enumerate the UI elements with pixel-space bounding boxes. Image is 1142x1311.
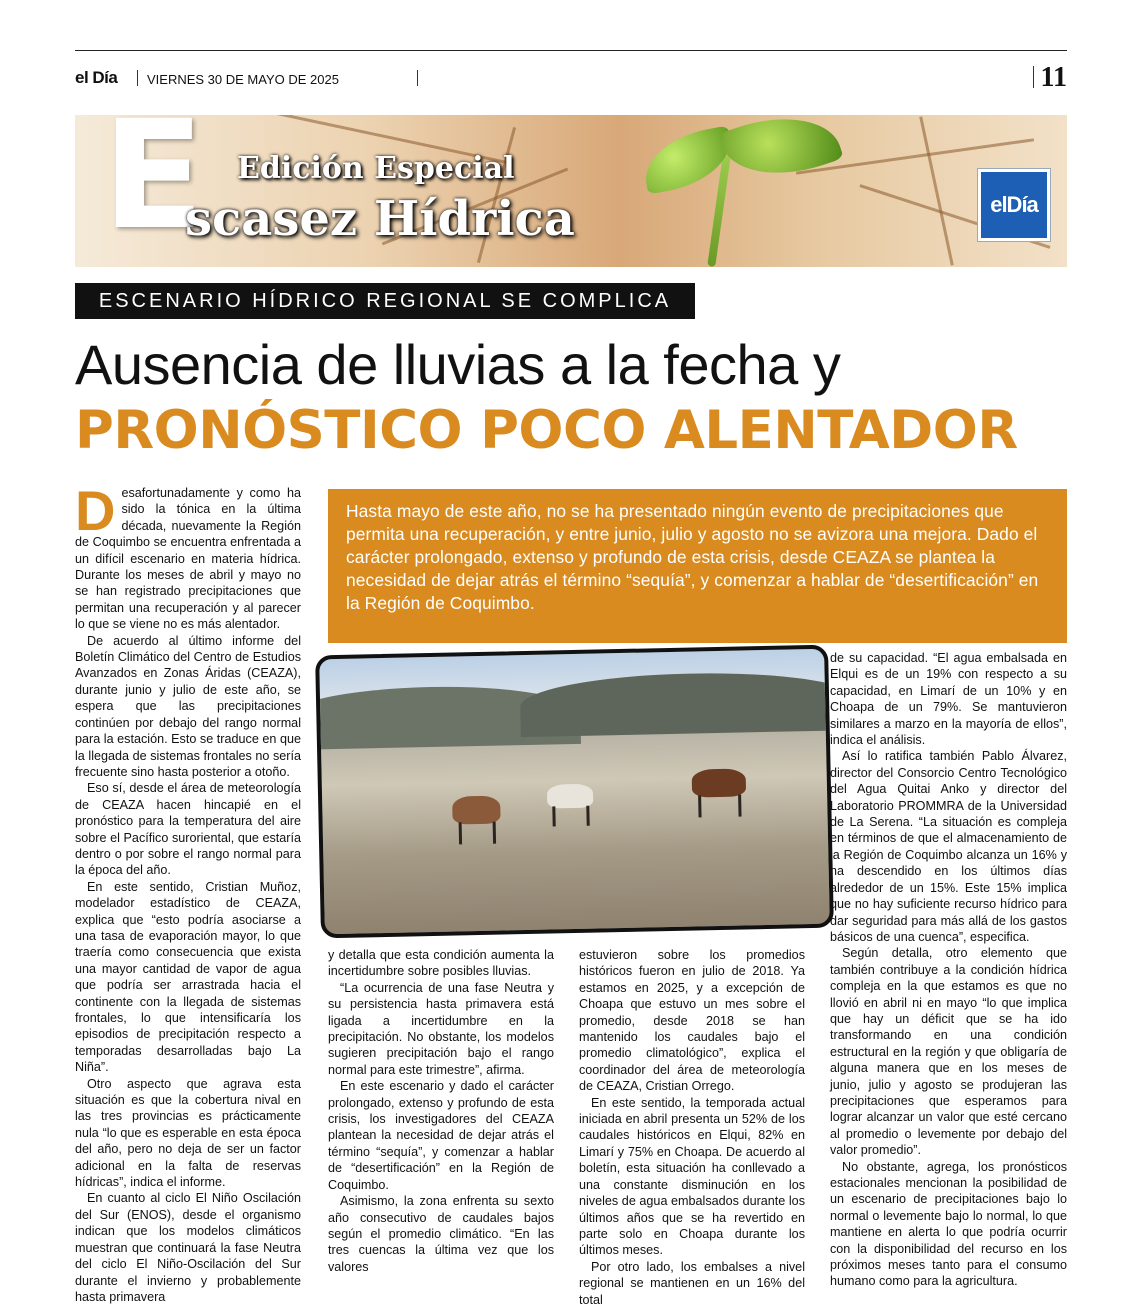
- masthead-logo: el Día: [75, 68, 118, 87]
- paragraph: En cuanto al ciclo El Niño Oscilación del Sur (ENOS), desde el organismo indican que los modelos climáticos muestran que continuará la fase Neutra del ciclo El Niño-Oscilación del Sur durante el invierno y probablemente hasta primavera: [75, 1191, 301, 1304]
- headline-line-2: PRONÓSTICO POCO ALENTADOR: [75, 400, 1018, 461]
- article-column-4: [830, 650, 1067, 1290]
- goat-leg: [552, 806, 555, 826]
- goat-leg: [738, 795, 741, 817]
- paragraph: y detalla que esta condición aumenta la incertidumbre sobre posibles lluvias.: [328, 948, 554, 979]
- paragraph: estuvieron sobre los promedios históricos fueron en julio de 2018. Ya estamos en 2025, y a excepción de Choapa que estuvo un mes sobre el promedio, desde 2018 se han mantenido los caudales bajo el promedio climatológico”, explica el coordinador del área de meteorología de CEAZA, Cristian Orrego.: [579, 948, 805, 1094]
- hill-shape: [520, 670, 834, 737]
- paragraph: No obstante, agrega, los pronósticos estacionales mencionan la posibilidad de un escenario de precipitaciones bajo lo normal o levemente bajo lo normal, lo que mantiene en alerta lo que podría ocurrir con la disponibilidad del recurso en los próximos meses tanto para el consumo humano como para la agricultura.: [830, 1159, 1067, 1289]
- page-separator: [1033, 66, 1034, 88]
- drop-cap: D: [75, 479, 116, 542]
- masthead-separator: [137, 70, 138, 86]
- page-number: 11: [1040, 62, 1067, 93]
- paragraph: de su capacidad. “El agua embalsada en Elqui es de un 19% con respecto a su capacidad, en Limarí de un 10% y en Choapa de un 79%. Se mantuvieron similares a marzo en la mayoría de ellos”, indica el análisis.: [830, 651, 1067, 748]
- article-column-3: [579, 947, 805, 1308]
- crack-texture: [919, 116, 954, 265]
- headline-line-1: Ausencia de lluvias a la fecha y: [75, 333, 841, 396]
- paragraph: Eso sí, desde el área de meteorología de CEAZA hacen hincapié en el pronóstico para la temperatura del aire sobre el Pacífico suroriental, que estaría dentro o por sobre el rango normal para la época del año.: [75, 781, 301, 878]
- paragraph: Por otro lado, los embalses a nivel regional se mantienen en un 16% del total: [579, 1259, 805, 1307]
- goat-leg: [493, 822, 496, 844]
- paragraph: Así lo ratifica también Pablo Álvarez, director del Consorcio Centro Tecnológico del Agua Quitai Anko y director del Laboratorio PROMMRA de la Universidad de La Serena. “La situación es compleja en términos de que el almacenamiento de la Región de Coquimbo alcanza un 16% y ha descendido en los últimos días alrededor de un 15%. Este 15% implica que no hay suficiente recurso hídrico para dar seguridad para más allá de los gastos básicos de una cuenca”, especifica.: [830, 749, 1067, 944]
- article-photo: [315, 645, 834, 939]
- paragraph: Según detalla, otro elemento que también contribuye a la condición hídrica compleja en la que estamos es que no llovió en abril ni en mayo “lo que implica que hay un déficit que se ha ido transformando en una condición estructural en la región y que obligaría de alguna manera que en los meses de junio, julio y agosto se produjeran las precipitaciones que esperamos para lograr alcanzar un valor que esté cercano al promedio o levemente por debajo del valor promedio”.: [830, 946, 1067, 1158]
- paragraph: “La ocurrencia de una fase Neutra y su persistencia hasta primavera está ligada a incertidumbre en la precipitación. No obstante, los modelos sugieren precipitación bajo el rango normal para este trimestre”, afirma.: [328, 980, 554, 1077]
- goat-leg: [698, 795, 701, 817]
- article-column-1: [75, 479, 301, 1305]
- sprout-leaf: [718, 115, 844, 193]
- paragraph: Otro aspecto que agrava esta situación es que la cobertura nival en las tres provincias es prácticamente nula “lo que es esperable en esta época del año, pero no deja de ser un factor adicional en la falta de reservas hídricas”, indica el informe.: [75, 1076, 301, 1190]
- section-kicker: ESCENARIO HÍDRICO REGIONAL SE COMPLICA: [75, 283, 695, 319]
- lead-callout: Hasta mayo de este año, no se ha presentado ningún evento de precipitaciones que permita una recuperación, y entre junio, julio y agosto no se avizora una mejora. Dado el carácter prolongado, extenso y profundo de esta crisis, desde CEAZA se plantea la necesidad de dejar atrás el término “sequía”, y comenzar a hablar de “desertificación” en la Región de Coquimbo.: [328, 489, 1067, 643]
- masthead-separator: [417, 70, 418, 86]
- paragraph: [75, 479, 301, 633]
- goat-leg: [459, 822, 462, 844]
- paragraph: De acuerdo al último informe del Boletín Climático del Centro de Estudios Avanzados en Zonas Áridas (CEAZA), durante junio y julio de este año, se espera que las precipitaciones continúen por debajo del rango normal para la estación. Esto se traduce en que la llegada de sistemas frontales no sería frecuente sino hasta posterior a otoño.: [75, 633, 301, 779]
- paragraph: En este sentido, la temporada actual iniciada en abril presenta un 52% de los caudales históricos en Elqui, 82% en Limarí y 75% en Choapa. De acuerdo al boletín, esta situación ha conllevado a una constante disminución en los niveles de agua embalsados durante los últimos años que se ha revertido en parte solo en Choapa durante los últimos meses.: [579, 1095, 805, 1258]
- issue-date: VIERNES 30 DE MAYO DE 2025: [147, 72, 339, 87]
- banner-initial: E: [102, 115, 205, 263]
- paragraph: En este sentido, Cristian Muñoz, modelador estadístico de CEAZA, explica que “esto podría asociarse a una tasa de evaporación mayor, lo que traería como consecuencia que exista una mayor cantidad de vapor de agua que podría ser arrastrada hacia el continente con la llegada de sistemas frontales, lo que intensificaría los episodios de precipitación respecto a temporadas desarrolladas bajo La Niña”.: [75, 879, 301, 1075]
- masthead: [75, 62, 1067, 93]
- goat-leg: [586, 806, 589, 826]
- paragraph: En este escenario y dado el carácter prolongado, extenso y profundo de esta crisis, los investigadores del CEAZA plantean la necesidad de dejar atrás el término “sequía”, y comenzar a hablar de “desertificación” en la Región de Coquimbo.: [328, 1079, 554, 1192]
- banner-title: scasez Hídrica: [185, 191, 575, 247]
- paragraph: Asimismo, la zona enfrenta su sexto año consecutivo de caudales bajos según el promedio climático. “En las tres cuencas la última vez que los valores: [328, 1194, 554, 1274]
- goat-figure: [452, 796, 501, 825]
- article-column-2: [328, 947, 554, 1275]
- banner-subtitle: Edición Especial: [237, 151, 515, 186]
- top-rule: [75, 50, 1067, 51]
- special-edition-banner: [75, 115, 1067, 267]
- newspaper-logo: elDía: [978, 169, 1050, 241]
- goat-figure: [692, 768, 747, 797]
- paragraph-text: esafortunadamente y como ha sido la tónica en la última década, nuevamente la Región de Coquimbo se encuentra enfrentada a un difícil escenario en materia hídrica. Durante los meses de abril y mayo no se han registrado precipitaciones que permitan una recuperación y al parecer lo que se viene no es más alentador.: [75, 486, 301, 632]
